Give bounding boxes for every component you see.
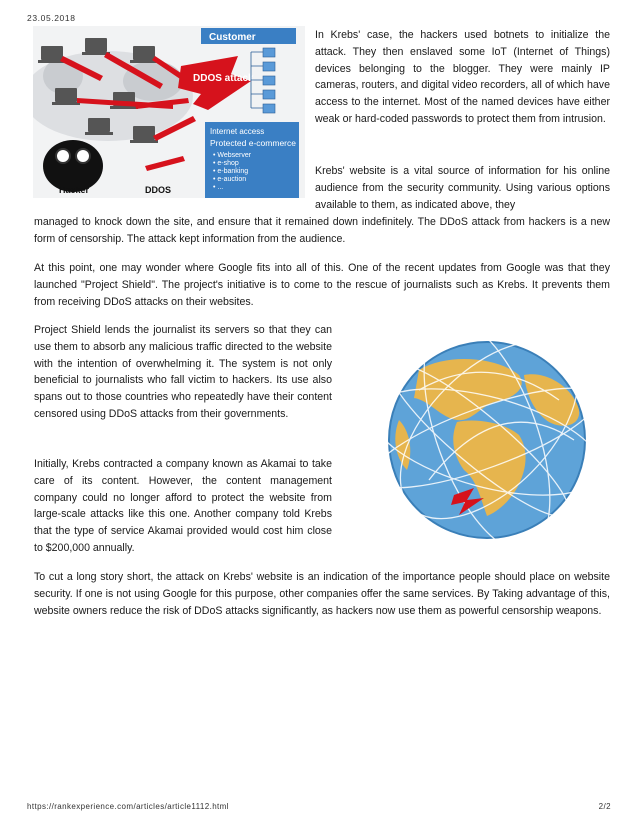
internet-label: Internet access (210, 127, 265, 136)
hacker-label: Hacker (59, 185, 90, 195)
ddos-label: DDOS attack (193, 73, 254, 84)
paragraph-conclusion: To cut a long story short, the attack on Krebs' website is an indication of the importance people should place on website security. If one is not using Google for this purpose, other companies offer the same services. By Taking advantage of this, website owners reduce the risk of DDoS attacks significantly, as hackers now use them as powerful censorship weapons. (34, 571, 610, 617)
service-item: • Webserver (213, 152, 252, 159)
paragraph-vital-source-end: managed to knock down the site, and ensure that it remained down indefinitely. The DDoS attack from hackers is a new form of censorship. The attack kept information from the audience. (34, 216, 610, 245)
globe-illustration (359, 330, 610, 542)
protected-label: Protected e-commerce (210, 138, 296, 148)
service-item: • ... (213, 184, 224, 191)
service-item: • e-auction (213, 176, 247, 183)
paragraph-project-shield: Project Shield lends the journalist its servers so that they can use them to absorb any malicious traffic directed to the website with the intention of overwhelming it. The system is not only beneficial to journalists who fall victim to hackers. Its use also spans out to those countries who repeatedly have their content censored using DDoS attacks from their governments. (34, 324, 332, 420)
page-date: 23.05.2018 (27, 13, 76, 23)
paragraph-akamai: Initially, Krebs contracted a company known as Akamai to take care of its content. However, the content management company could no longer afford to protect the website from large-scale attacks like this one. Another company told Krebs that the type of service Akamai provided would cost him close to $200,000 annually. (34, 458, 332, 554)
paragraph-google: At this point, one may wonder where Google fits into all of this. One of the recent updates from Google was that they launched "Project Shield". The project's initiative is to come to the rescue of journalists such as Krebs. It prevents them from receiving DDoS attacks on their websites. (34, 262, 610, 308)
page-number: 2/2 (598, 802, 611, 811)
paragraph-vital-source-start: Krebs' website is a vital source of information for his online audience from the security community. Using various options available to them, as indicated above, they (315, 165, 610, 211)
customer-label: Customer (209, 32, 256, 43)
paragraph-botnets: In Krebs' case, the hackers used botnets to initialize the attack. They then enslaved some IoT (Internet of Things) devices belonging to the blogger. They were mainly IP cameras, routers, and digital video recorders, all of which have access to the internet. Most of the named devices have either weak or hard-coded passwords to protect them from intrusion. (315, 29, 610, 125)
footer-url: https://rankexperience.com/articles/article1112.html (27, 802, 229, 811)
service-item: • e-shop (213, 160, 239, 167)
ddos-bottom-label: DDOS (145, 185, 172, 195)
ddos-diagram (33, 26, 305, 198)
service-item: • e-banking (213, 168, 249, 175)
